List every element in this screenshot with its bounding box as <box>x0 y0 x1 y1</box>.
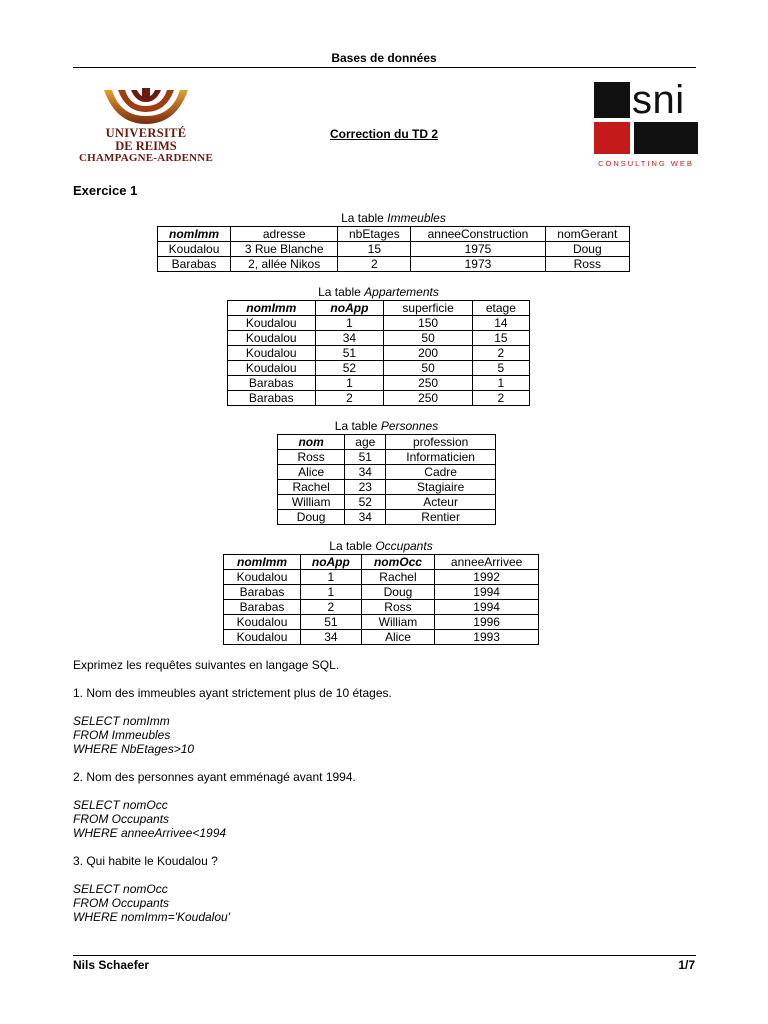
table-header-row <box>278 435 496 450</box>
table-header-row <box>224 555 539 570</box>
sql-line: SELECT nomImm <box>73 714 170 728</box>
table-cell: 1994 <box>435 600 539 615</box>
table-cell: Koudalou <box>228 346 316 361</box>
table-cell: Ross <box>361 600 435 615</box>
table-cell: Doug <box>545 242 629 257</box>
table-cell: 23 <box>345 480 386 495</box>
table-row <box>224 615 539 630</box>
table-caption-immeubles <box>157 211 630 225</box>
table-cell: 51 <box>345 450 386 465</box>
table-caption-personnes <box>277 419 496 433</box>
table-cell: William <box>361 615 435 630</box>
header-cell: nbEtages <box>338 227 411 242</box>
table-row <box>278 450 496 465</box>
table-cell: 34 <box>345 465 386 480</box>
table-row <box>224 630 539 645</box>
footer-page-number: 1/7 <box>678 958 695 972</box>
header-cell: profession <box>386 435 496 450</box>
table-cell: Ross <box>545 257 629 272</box>
table-row <box>224 585 539 600</box>
table-row <box>278 480 496 495</box>
table-cell: 1 <box>315 316 384 331</box>
header-cell: adresse <box>231 227 338 242</box>
footer-author: Nils Schaefer <box>73 958 150 972</box>
sql-answer-1 <box>73 714 194 756</box>
table-cell: 15 <box>338 242 411 257</box>
table-cell: Doug <box>278 510 345 525</box>
caption-prefix: La table <box>329 539 376 553</box>
header-divider <box>73 67 696 68</box>
table-row <box>228 376 530 391</box>
page-header-title: Bases de données <box>331 51 437 65</box>
table-cell: Barabas <box>224 585 301 600</box>
exercise-intro: Exprimez les requêtes suivantes en langage SQL. <box>73 658 340 672</box>
header-cell: nomImm <box>158 227 231 242</box>
sql-answer-2 <box>73 798 226 840</box>
table-cell: 1 <box>472 376 529 391</box>
table-cell: 34 <box>301 630 362 645</box>
header-cell: noApp <box>315 301 384 316</box>
sql-answer-3 <box>73 882 230 924</box>
table-cell: 14 <box>472 316 529 331</box>
table-cell: 52 <box>345 495 386 510</box>
document-title: Correction du TD 2 <box>329 127 438 141</box>
table-cell: Acteur <box>386 495 496 510</box>
table-cell: Ross <box>278 450 345 465</box>
table-cell: Koudalou <box>224 615 301 630</box>
table-cell: Rachel <box>278 480 345 495</box>
table-cell: 1 <box>301 570 362 585</box>
table-cell: 1992 <box>435 570 539 585</box>
university-name-line3: CHAMPAGNE-ARDENNE <box>79 152 213 164</box>
sni-logo <box>594 78 700 172</box>
table-header-row <box>228 301 530 316</box>
table-cell: Informaticien <box>386 450 496 465</box>
table-row <box>228 316 530 331</box>
caption-table-name: Occupants <box>375 539 433 553</box>
sni-logo-text: sni <box>632 78 685 122</box>
table-personnes <box>277 434 496 525</box>
table-cell: William <box>278 495 345 510</box>
caption-prefix: La table <box>341 211 388 225</box>
table-cell: Koudalou <box>158 242 231 257</box>
table-cell: 250 <box>384 376 472 391</box>
table-row <box>224 600 539 615</box>
table-cell: 51 <box>315 346 384 361</box>
table-cell: Rentier <box>386 510 496 525</box>
sql-line: FROM Occupants <box>73 812 170 826</box>
question-3: 3. Qui habite le Koudalou ? <box>73 854 218 868</box>
table-cell: Barabas <box>224 600 301 615</box>
table-cell: 15 <box>472 331 529 346</box>
table-cell: Alice <box>361 630 435 645</box>
header-cell: anneeConstruction <box>411 227 545 242</box>
table-row <box>158 257 630 272</box>
table-cell: 3 Rue Blanche <box>231 242 338 257</box>
table-cell: 50 <box>384 331 472 346</box>
header-cell: noApp <box>301 555 362 570</box>
table-cell: Rachel <box>361 570 435 585</box>
table-cell: 1973 <box>411 257 545 272</box>
footer-divider <box>73 955 696 956</box>
table-cell: Koudalou <box>224 630 301 645</box>
university-name-line1: UNIVERSITÉ <box>105 126 187 140</box>
table-cell: 200 <box>384 346 472 361</box>
table-occupants <box>223 554 539 645</box>
table-cell: 2 <box>472 346 529 361</box>
table-cell: 1 <box>301 585 362 600</box>
table-cell: 1975 <box>411 242 545 257</box>
table-cell: Koudalou <box>228 331 316 346</box>
header-cell: nomGerant <box>545 227 629 242</box>
table-caption-appartements <box>227 285 530 299</box>
table-cell: Cadre <box>386 465 496 480</box>
header-cell: anneeArrivee <box>435 555 539 570</box>
header-cell: age <box>345 435 386 450</box>
caption-table-name: Appartements <box>364 285 439 299</box>
sql-line: FROM Occupants <box>73 896 170 910</box>
table-row <box>158 242 630 257</box>
table-cell: 2 <box>301 600 362 615</box>
header-cell: nomOcc <box>361 555 435 570</box>
table-cell: Barabas <box>228 391 316 406</box>
table-cell: 150 <box>384 316 472 331</box>
table-cell: Doug <box>361 585 435 600</box>
table-cell: Stagiaire <box>386 480 496 495</box>
sql-line: SELECT nomOcc <box>73 882 168 896</box>
table-cell: 51 <box>301 615 362 630</box>
table-row <box>278 510 496 525</box>
table-cell: 50 <box>384 361 472 376</box>
table-cell: 1994 <box>435 585 539 600</box>
university-emblem-icon <box>76 86 216 126</box>
question-1: 1. Nom des immeubles ayant strictement plus de 10 étages. <box>73 686 392 700</box>
header-cell: nomImm <box>228 301 316 316</box>
table-cell: 2 <box>472 391 529 406</box>
header-cell: nomImm <box>224 555 301 570</box>
table-cell: 5 <box>472 361 529 376</box>
table-cell: 1993 <box>435 630 539 645</box>
sql-line: WHERE NbEtages>10 <box>73 742 195 756</box>
table-row <box>228 361 530 376</box>
table-appartements <box>227 300 530 406</box>
university-name-line2: DE REIMS <box>115 139 177 153</box>
question-2: 2. Nom des personnes ayant emménagé avant 1994. <box>73 770 356 784</box>
header-cell: superficie <box>384 301 472 316</box>
table-cell: 1 <box>315 376 384 391</box>
header-cell: nom <box>278 435 345 450</box>
header-cell: etage <box>472 301 529 316</box>
table-cell: 2, allée Nikos <box>231 257 338 272</box>
exercise-title: Exercice 1 <box>73 183 138 198</box>
sni-logo-subtitle: CONSULTING WEB <box>598 159 694 168</box>
table-cell: 52 <box>315 361 384 376</box>
sql-line: WHERE anneeArrivee<1994 <box>73 826 227 840</box>
table-cell: 34 <box>345 510 386 525</box>
table-cell: 1996 <box>435 615 539 630</box>
caption-prefix: La table <box>318 285 365 299</box>
table-row <box>224 570 539 585</box>
table-row <box>228 346 530 361</box>
table-cell: Barabas <box>228 376 316 391</box>
table-cell: Koudalou <box>224 570 301 585</box>
table-cell: Barabas <box>158 257 231 272</box>
table-cell: 250 <box>384 391 472 406</box>
table-cell: 34 <box>315 331 384 346</box>
table-row <box>228 331 530 346</box>
caption-prefix: La table <box>334 419 381 433</box>
table-caption-occupants <box>223 539 539 553</box>
caption-table-name: Immeubles <box>387 211 446 225</box>
table-cell: 2 <box>315 391 384 406</box>
sql-line: SELECT nomOcc <box>73 798 168 812</box>
table-cell: Koudalou <box>228 316 316 331</box>
table-row <box>278 495 496 510</box>
table-row <box>278 465 496 480</box>
table-row <box>228 391 530 406</box>
table-immeubles <box>157 226 630 272</box>
university-logo <box>76 86 216 166</box>
sql-line: WHERE nomImm='Koudalou' <box>73 910 230 924</box>
table-header-row <box>158 227 630 242</box>
caption-table-name: Personnes <box>380 419 439 433</box>
sql-line: FROM Immeubles <box>73 728 171 742</box>
table-cell: 2 <box>338 257 411 272</box>
table-cell: Koudalou <box>228 361 316 376</box>
table-cell: Alice <box>278 465 345 480</box>
